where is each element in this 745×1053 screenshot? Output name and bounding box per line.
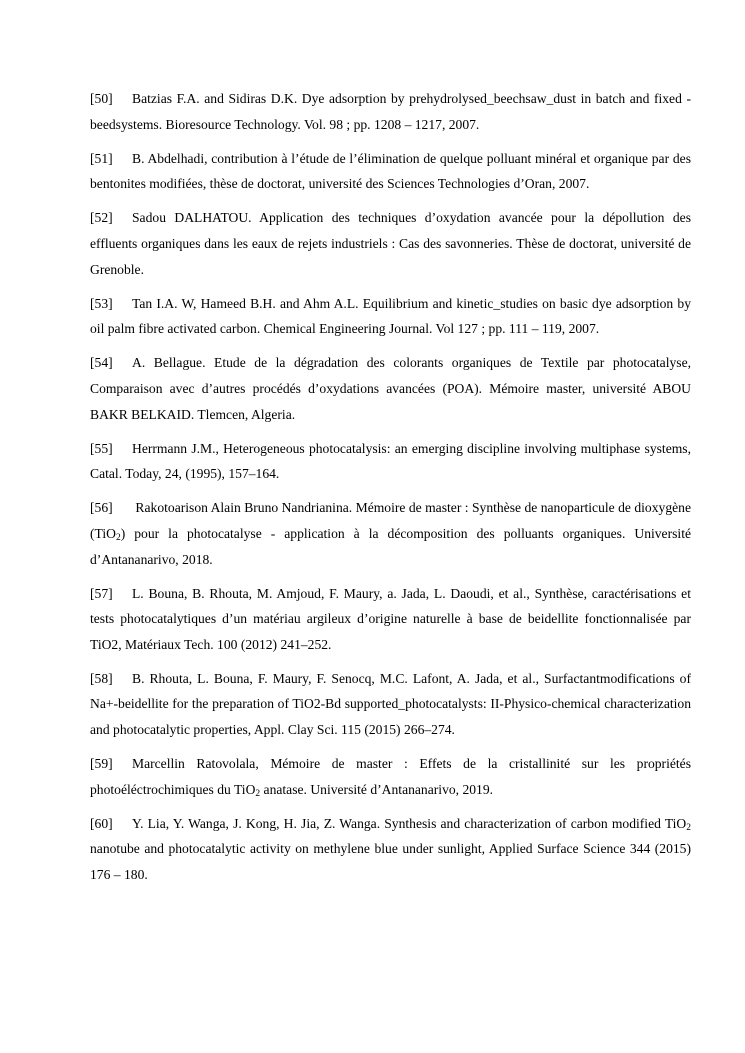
subscript-2: 2 bbox=[115, 532, 121, 543]
reference-entry bbox=[90, 751, 691, 802]
reference-entry bbox=[90, 436, 691, 487]
reference-text: Marcellin Ratovolala, Mémoire de master : Effets de la cristallinité sur les propriétés photoéléctrochimiques du TiO bbox=[90, 756, 691, 797]
subscript-2: 2 bbox=[686, 822, 691, 833]
reference-entry bbox=[90, 205, 691, 282]
reference-entry bbox=[90, 495, 691, 572]
reference-number: [57] bbox=[90, 585, 113, 601]
reference-text: Herrmann J.M., Heterogeneous photocatalysis: an emerging discipline involving multiphase systems, Catal. Today, 24, (1995), 157–164. bbox=[90, 440, 691, 482]
subscript-2: 2 bbox=[255, 788, 261, 799]
reference-number: [50] bbox=[90, 91, 113, 106]
reference-entry bbox=[90, 291, 691, 342]
reference-text-continued: anatase. Université d’Antananarivo, 2019. bbox=[260, 781, 494, 797]
reference-text-continued: nanotube and photocatalytic activity on methylene blue under sunlight, Applied Surface Science 344 (2015) 176 – 180. bbox=[90, 841, 691, 883]
reference-entry bbox=[90, 666, 691, 743]
reference-text: Y. Lia, Y. Wanga, J. Kong, H. Jia, Z. Wanga. Synthesis and characterization of carbon modified TiO bbox=[132, 815, 687, 831]
reference-number: [58] bbox=[90, 670, 113, 686]
reference-text: Tan I.A. W, Hameed B.H. and Ahm A.L. Equilibrium and kinetic_studies on basic dye adsorption by oil palm fibre activated carbon. Chemical Engineering Journal. Vol 127 ; pp. 111 – 119, 2007. bbox=[90, 295, 691, 337]
reference-number: [55] bbox=[90, 440, 113, 456]
reference-entry bbox=[90, 581, 691, 658]
reference-entry bbox=[90, 86, 691, 137]
reference-text: B. Rhouta, L. Bouna, F. Maury, F. Senocq, M.C. Lafont, A. Jada, et al., Surfactantmodifications of Na+-beidellite for the preparation of TiO2-Bd supported_photocatalysts: II-Physico-chemical characterization and photocatalytic properties, Appl. Clay Sci. 115 (2015) 266–274. bbox=[90, 670, 691, 738]
reference-number: [59] bbox=[90, 756, 113, 772]
reference-text: B. Abdelhadi, contribution à l’étude de l’élimination de quelque polluant minéral et organique par des bentonites modifiées, thèse de doctorat, université des Sciences Technologies d’Oran, 2007. bbox=[90, 150, 691, 192]
reference-text: L. Bouna, B. Rhouta, M. Amjoud, F. Maury, a. Jada, L. Daoudi, et al., Synthèse, caractérisations et tests photocatalytiques d’un matériau argileux d’origine naturelle à base de beidellite fonctionnalisée par TiO2, Matériaux Tech. 100 (2012) 241–252. bbox=[90, 585, 691, 652]
reference-number: [60] bbox=[90, 815, 113, 831]
reference-entry bbox=[90, 146, 691, 197]
reference-number: [51] bbox=[90, 150, 113, 166]
reference-number: [52] bbox=[90, 210, 113, 226]
reference-text: Sadou DALHATOU. Application des techniques d’oxydation avancée pour la dépollution des effluents organiques dans les eaux de rejets industriels : Cas des savonneries. Thèse de doctorat, université de Grenoble. bbox=[90, 210, 691, 277]
reference-entry bbox=[90, 811, 691, 888]
reference-number: [56] bbox=[90, 500, 113, 516]
reference-text-continued: ) pour la photocatalyse - application à la décomposition des polluants organiques. Université d’Antananarivo, 2018. bbox=[90, 525, 691, 567]
reference-number: [54] bbox=[90, 355, 113, 371]
reference-text: Rakotoarison Alain Bruno Nandrianina. Mémoire de master : Synthèse de nanoparticule de dioxygène (TiO bbox=[90, 500, 691, 541]
reference-list bbox=[90, 86, 691, 896]
reference-number: [53] bbox=[90, 295, 113, 311]
reference-text: A. Bellague. Etude de la dégradation des colorants organiques de Textile par photocatalyse, Comparaison avec d’autres procédés d’oxydations avancées (POA). Mémoire master, université ABOU BAKR BELKAID. Tlemcen, Algeria. bbox=[90, 355, 691, 422]
reference-text: Batzias F.A. and Sidiras D.K. Dye adsorption by prehydrolysed_beechsaw_dust in batch and fixed - beedsystems. Bioresource Technology. Vol. 98 ; pp. 1208 – 1217, 2007. bbox=[90, 91, 691, 132]
reference-entry bbox=[90, 350, 691, 427]
